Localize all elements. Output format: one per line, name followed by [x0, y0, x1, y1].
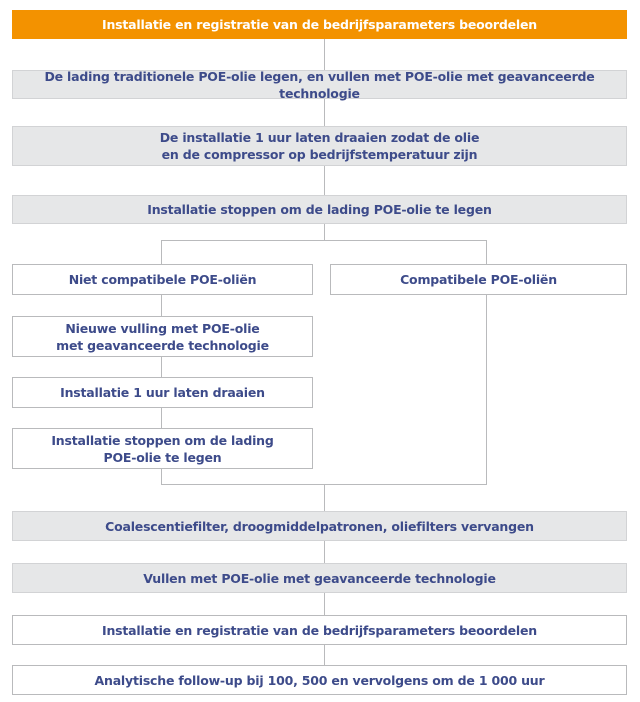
step-drain-and-fill-label: De lading traditionele POE-olie legen, en vullen met POE-olie met geavanceerde technologie: [44, 68, 595, 101]
step-fill-advanced-oil: [12, 563, 627, 593]
split-left-drop: [161, 240, 162, 264]
merge-drop: [324, 484, 325, 511]
step-stop-installation-label: Installatie stoppen om de lading POE-olie te legen: [147, 202, 492, 217]
step-assess-parameters-start: [12, 10, 627, 39]
branch-incompatible-header: [12, 264, 313, 295]
right-branch-line: [486, 294, 487, 484]
step-analytical-follow-up: [12, 665, 627, 695]
connector-5-6: [324, 541, 325, 563]
connector-6-7: [324, 593, 325, 615]
step-assess-parameters-start-label: Installatie en registratie van de bedrijfsparameters beoordelen: [102, 17, 537, 32]
step-assess-parameters-end-label: Installatie en registratie van de bedrijfsparameters beoordelen: [102, 622, 537, 638]
split-horizontal: [161, 240, 486, 241]
connector-7-8: [324, 645, 325, 665]
branch-left-run-label: Installatie 1 uur laten draaien: [60, 385, 265, 400]
branch-left-run: [12, 377, 313, 408]
branch-left-new-fill: [12, 316, 313, 357]
step-assess-parameters-end: [12, 615, 627, 645]
branch-compatible-header-label: Compatibele POE-oliën: [400, 272, 557, 287]
branch-left-new-fill-line1: Nieuwe vulling met POE-olie: [65, 320, 260, 336]
branch-left-stop: [12, 428, 313, 469]
step-run-one-hour: [12, 126, 627, 166]
branch-incompatible-header-label: Niet compatibele POE-oliën: [68, 272, 257, 287]
branch-left-stop-line2: POE-olie te legen: [103, 449, 222, 465]
split-right-drop: [486, 240, 487, 264]
branch-left-new-fill-line2: met geavanceerde technologie: [56, 337, 269, 353]
step-stop-installation: [12, 195, 627, 224]
connector-3-4: [324, 166, 325, 195]
connector-1-2: [324, 38, 325, 70]
step-run-one-hour-line1: De installatie 1 uur laten draaien zodat de olie: [159, 130, 480, 145]
connector-2-3: [324, 98, 325, 126]
connector-4-split: [324, 224, 325, 240]
step-replace-filters: [12, 511, 627, 541]
step-run-one-hour-line2: en de compressor op bedrijfstemperatuur zijn: [161, 147, 478, 162]
step-drain-and-fill: [12, 70, 627, 99]
branch-compatible-header: [330, 264, 627, 295]
step-analytical-follow-up-label: Analytische follow-up bij 100, 500 en vervolgens om de 1 000 uur: [94, 672, 545, 688]
step-replace-filters-label: Coalescentiefilter, droogmiddelpatronen, oliefilters vervangen: [105, 518, 534, 534]
branch-left-stop-line1: Installatie stoppen om de lading: [51, 432, 274, 448]
step-fill-advanced-oil-label: Vullen met POE-olie met geavanceerde technologie: [143, 570, 496, 586]
